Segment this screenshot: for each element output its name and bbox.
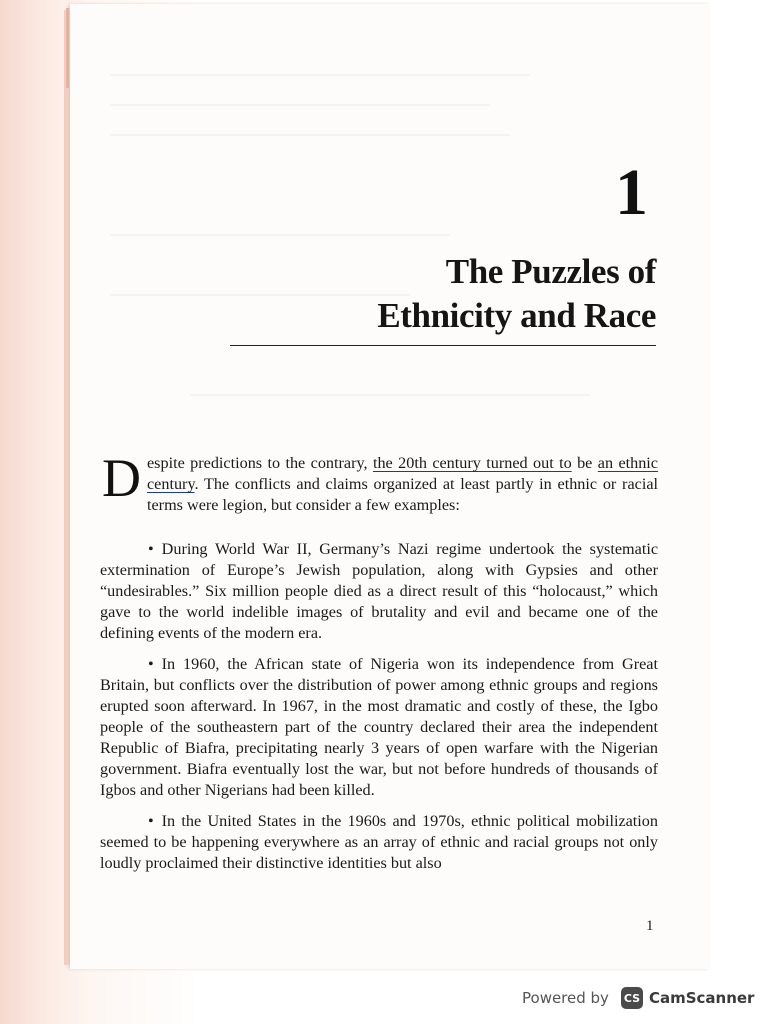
chapter-title-line-2: Ethnicity and Race	[377, 296, 656, 335]
bleed-through-line	[110, 234, 450, 236]
page-edge-mark	[66, 8, 69, 88]
intro-connector: be	[571, 454, 598, 472]
bleed-through-line	[110, 104, 490, 106]
intro-rest: . The conflicts and claims organized at least partly in ethnic or racial terms were legion, but consider a few examples:	[147, 475, 658, 514]
bullet-text: In 1960, the African state of Nigeria won its independence from Great Britain, but conflicts over the distribution of power among ethnic groups and regions erupted soon afterward. In 1967, in the most dramatic and costly of these, the Igbo people of the southeastern part of the country declared their area the independent Republic of Biafra, precipitating nearly 3 years of open warfare with the Nigerian government. Biafra eventually lost the war, but not before hundreds of thousands of Igbos and other Nigerians had been killed.	[100, 655, 658, 799]
bleed-through-line	[110, 74, 530, 76]
bleed-through-line	[190, 394, 590, 396]
underlined-phrase-2: an ethnic century	[147, 454, 658, 493]
underlined-phrase: the 20th century turned out to	[372, 454, 572, 472]
bullet-item	[100, 539, 658, 644]
drop-cap: D	[102, 448, 141, 508]
bullet-list	[100, 539, 658, 884]
camscanner-logo-icon: CS	[621, 987, 643, 1009]
bullet-dot: •	[148, 655, 154, 673]
chapter-number: 1	[615, 156, 648, 229]
chapter-title-line-1: The Puzzles of	[445, 252, 656, 291]
camscanner-brand: CamScanner	[648, 989, 755, 1007]
bleed-through-line	[110, 294, 410, 296]
chapter-title	[377, 250, 656, 338]
page-number: 1	[646, 918, 654, 934]
bleed-through-line	[110, 134, 510, 136]
bullet-item	[100, 654, 658, 801]
bullet-dot: •	[148, 812, 154, 830]
bullet-dot: •	[148, 540, 154, 558]
intro-paragraph	[100, 448, 658, 516]
intro-lead: espite predictions to the contrary,	[147, 454, 373, 472]
camscanner-watermark	[522, 982, 758, 1014]
title-divider	[230, 345, 656, 346]
bullet-item	[100, 811, 658, 874]
bullet-text: During World War II, Germany’s Nazi regime undertook the systematic extermination of Europe’s Jewish population, along with Gypsies and other “undesirables.” Six million people died as a direct result of this “holocaust,” which gave to the world indelible images of brutality and evil and became one of the defining events of the modern era.	[100, 540, 658, 642]
powered-by-label: Powered by	[522, 989, 609, 1007]
bullet-text: In the United States in the 1960s and 1970s, ethnic political mobilization seemed to be happening everywhere as an array of ethnic and racial groups not only loudly proclaimed their distinctive identities but also	[100, 812, 658, 872]
